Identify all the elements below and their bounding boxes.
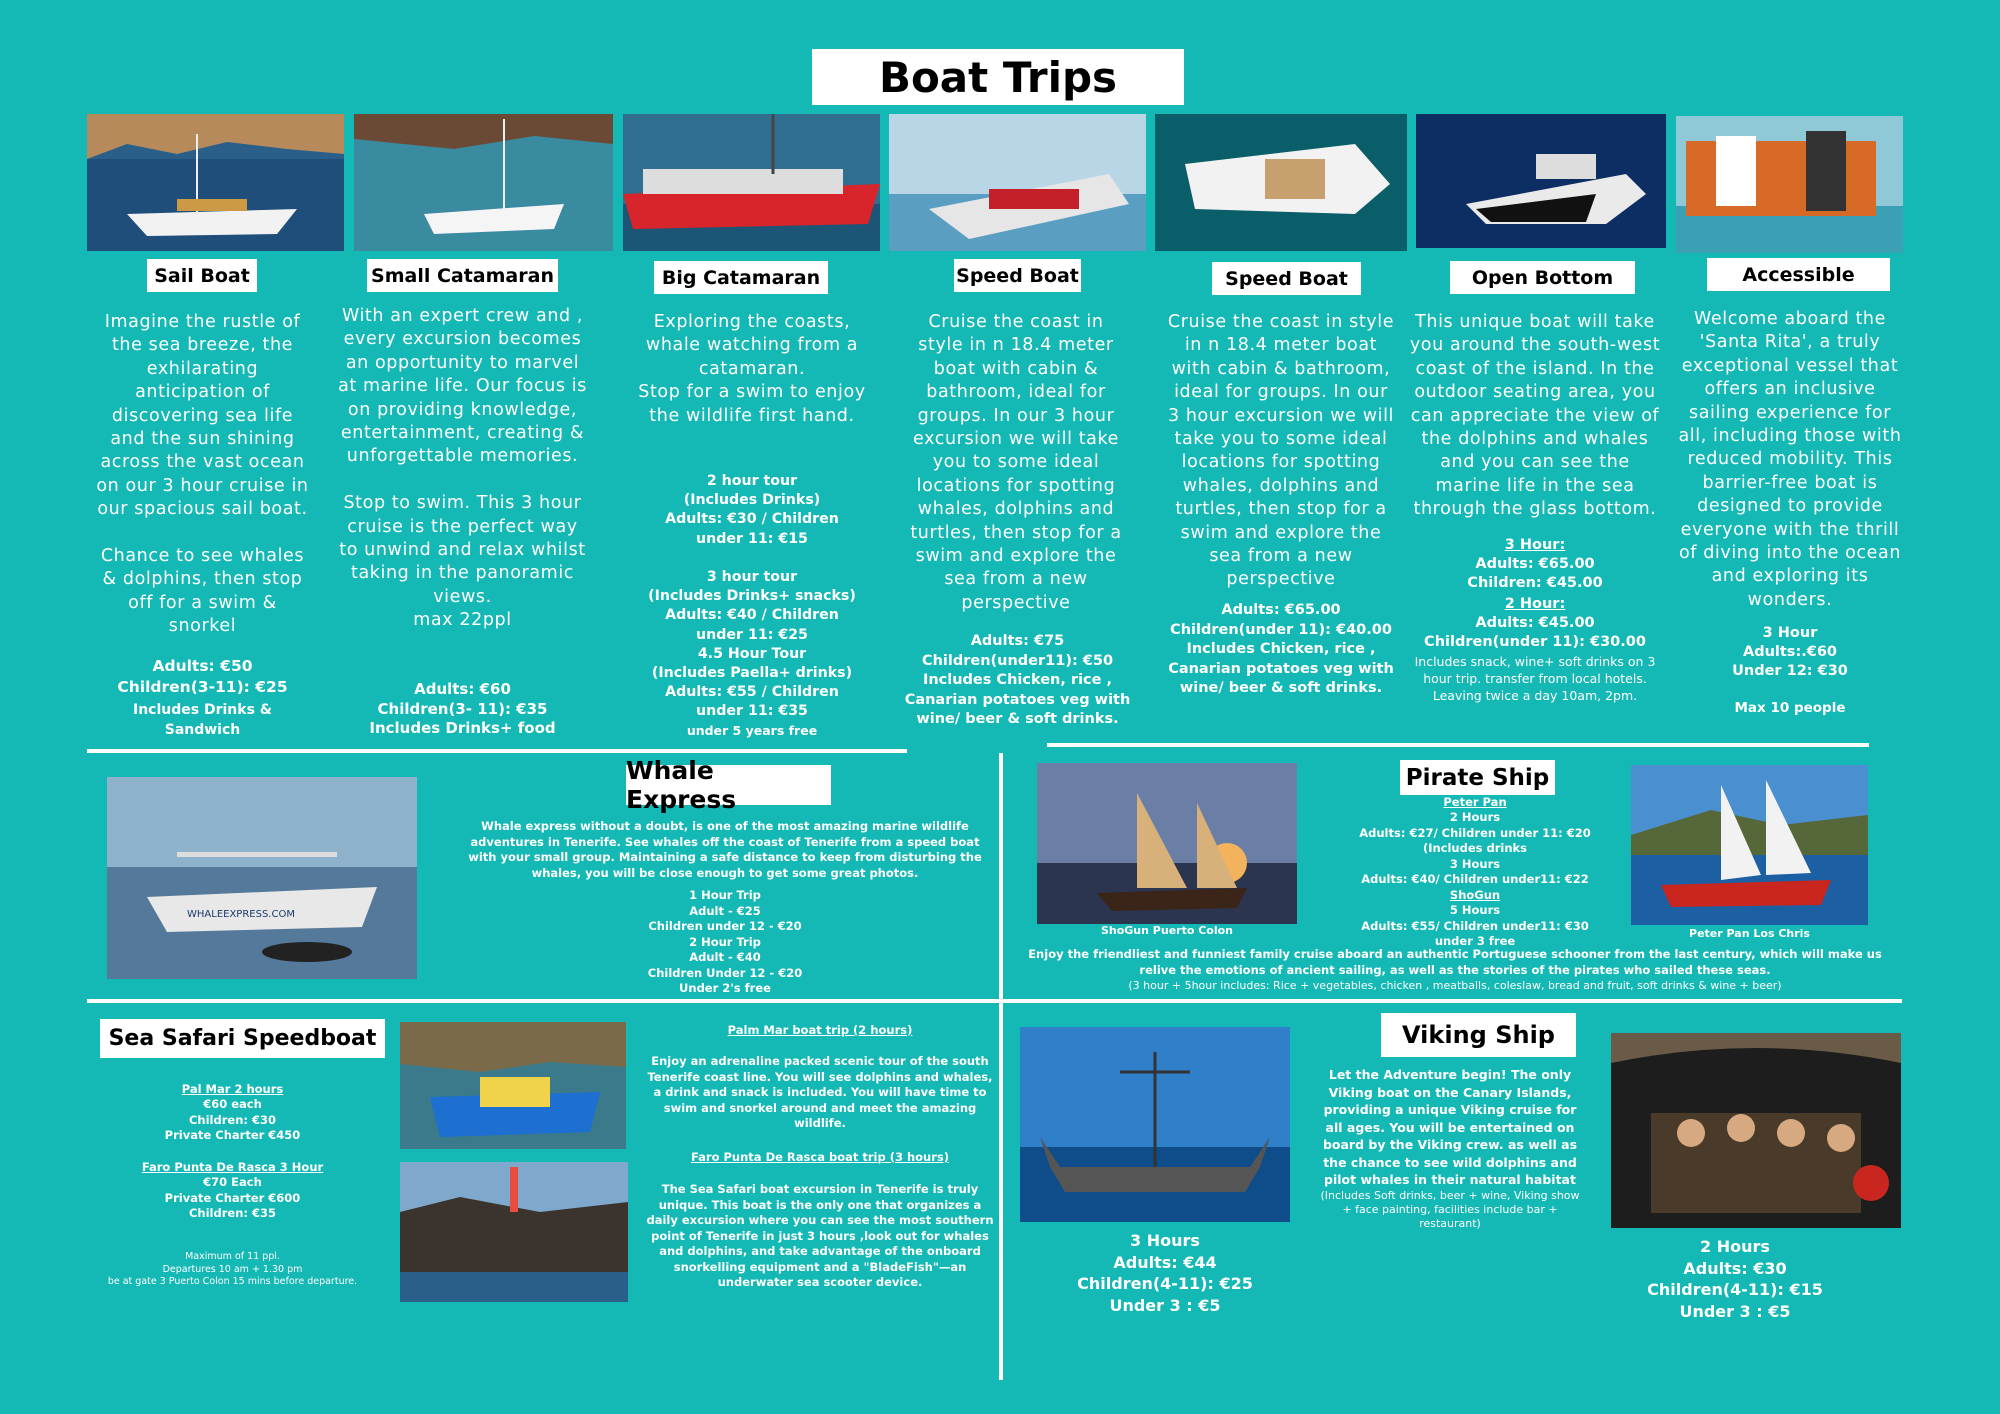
open-bottom-3hour-heading: 3 Hour: <box>1504 537 1566 553</box>
sea-safari-photo-2 <box>400 1162 628 1302</box>
trip-name-big-catamaran: Big Catamaran <box>654 261 828 294</box>
trip-name-open-bottom: Open Bottom <box>1450 261 1635 294</box>
open-bottom-photo <box>1416 114 1666 248</box>
trip-name-small-catamaran: Small Catamaran <box>367 259 558 292</box>
pirate-ship-footer: Enjoy the friendliest and funniest family cruise aboard an authentic Portuguese schooner from the last century, which will make us relive the emotions of ancient sailing, as well as the stories of the pirates who sailed these seas. <box>1028 947 1882 977</box>
accessible-max: Max 10 people <box>1734 700 1846 716</box>
peter-pan-heading: Peter Pan <box>1443 795 1507 809</box>
pal-mar-prices: €60 each Children: €30 Private Charter €450 <box>164 1097 301 1142</box>
open-bottom-3hour-prices: Adults: €65.00 Children: €45.00 <box>1467 556 1603 591</box>
sea-safari-note: Maximum of 11 ppl. Departures 10 am + 1.30 pm be at gate 3 Puerto Colon 15 mins before departure. <box>107 1251 358 1287</box>
speed-boat-aerial-photo <box>1155 114 1407 251</box>
pirate-ship-includes: (3 hour + 5hour includes: Rice + vegetables, chicken , meatballs, coleslaw, bread and fruit, soft drinks & wine + beer) <box>1128 979 1782 992</box>
peter-pan-caption: Peter Pan Los Chris <box>1689 927 1810 940</box>
open-bottom-2hour-heading: 2 Hour: <box>1504 596 1566 612</box>
viking-ship-photo <box>1020 1027 1290 1222</box>
pal-mar-heading: Pal Mar 2 hours <box>181 1082 284 1096</box>
speed-boat-description: Cruise the coast in style in n 18.4 meter boat with cabin & bathroom, ideal for groups. In our 3 hour excursion we will take you to some ideal locations for spotting whales, dolphins and turtles, then stop for a swim and explore the sea from a new perspective <box>910 312 1122 613</box>
accessible-prices: 3 Hour Adults:.€60 Under 12: €30 <box>1732 625 1848 679</box>
peter-pan-ship-photo <box>1631 765 1868 925</box>
small-catamaran-description: With an expert crew and , every excursion becomes an opportunity to marvel at marine life. Our focus is on providing knowledge, entertainment, creating & unforgettable memories. Stop to swim. This 3 hour cruise is the perfect way to unwind and relax whilst taking in the panoramic views. max 22ppl <box>338 306 587 631</box>
whale-express-prices: 1 Hour Trip Adult - €25 Children under 12 - €20 2 Hour Trip Adult - €40 Children Under 12 - €20 Under 2's free <box>647 888 803 995</box>
accessible-boat-photo <box>1676 116 1903 253</box>
viking-2hour-prices: 2 Hours Adults: €30 Children(4-11): €15 Under 3 : €5 <box>1647 1237 1823 1321</box>
faro-heading: Faro Punta De Rasca 3 Hour <box>141 1160 324 1174</box>
viking-3hour-prices: 3 Hours Adults: €44 Children(4-11): €25 Under 3 : €5 <box>1077 1231 1253 1315</box>
speed-boat-prices: Adults: €75 Children(under11): €50 Includes Chicken, rice , Canarian potatoes veg with wine/ beer & soft drinks. <box>904 633 1131 727</box>
trip-name-accessible: Accessible <box>1707 258 1890 291</box>
peter-pan-prices: 2 Hours Adults: €27/ Children under 11: €20 (Includes drinks 3 Hours Adults: €40/ Children under11: €22 <box>1359 810 1591 886</box>
viking-description: Let the Adventure begin! The only Viking boat on the Canary Islands, providing a unique Viking cruise for all ages. You will be entertained on board by the Viking crew. as well as the chance to see wild dolphins and pilot whales in their natural habitat <box>1322 1067 1578 1187</box>
shogun-caption: ShoGun Puerto Colon <box>1100 924 1234 937</box>
faro-prices: €70 Each Private Charter €600 Children: €35 <box>164 1175 301 1220</box>
trip-name-speed-boat: Speed Boat <box>954 259 1081 292</box>
sail-boat-description: Imagine the rustle of the sea breeze, the exhilarating anticipation of discovering sea life and the sun shining across the vast ocean on our 3 hour cruise in our spacious sail boat. Chance to see whales & dolphins, then stop off for a swim & snorkel <box>96 312 309 637</box>
viking-includes: (Includes Soft drinks, beer + wine, Viking show + face painting, facilities include bar + restaurant) <box>1320 1189 1580 1230</box>
divider-middle <box>87 999 1902 1003</box>
divider-top-left <box>87 749 907 753</box>
sail-boat-includes: Includes Drinks & Sandwich <box>133 702 272 738</box>
divider-vertical <box>999 753 1003 1380</box>
page-title: Boat Trips <box>812 49 1184 105</box>
sea-safari-photo-1 <box>400 1022 626 1149</box>
palm-mar-trip-description: Enjoy an adrenaline packed scenic tour of the south Tenerife coast line. You will see dolphins and whales, a drink and snack is included. You will have time to swim and snorkel around and meet the amazing wildlife. <box>647 1054 993 1130</box>
big-catamaran-photo <box>623 114 880 251</box>
whale-express-description: Whale express without a doubt, is one of the most amazing marine wildlife adventures in Tenerife. See whales off the coast of Tenerife from a speed boat with your small group. Maintaining a safe distance to keep from disturbing the whales, you will be close enough to get some great photos. <box>468 819 982 880</box>
trip-name-sail-boat: Sail Boat <box>147 259 257 292</box>
speed-boat-2-prices: Adults: €65.00 Children(under 11): €40.00 Includes Chicken, rice , Canarian potatoes veg with wine/ beer & soft drinks. <box>1168 602 1394 696</box>
viking-crew-photo <box>1611 1033 1901 1228</box>
shogun-prices: 5 Hours Adults: €55/ Children under11: €30 under 3 free <box>1361 903 1589 948</box>
speed-boat-photo <box>889 114 1146 251</box>
open-bottom-note: Includes snack, wine+ soft drinks on 3 hour trip. transfer from local hotels. Leaving twice a day 10am, 2pm. <box>1414 654 1656 703</box>
big-catamaran-prices: 2 hour tour (Includes Drinks) Adults: €30 / Children under 11: €15 3 hour tour (Includes Drinks+ snacks) Adults: €40 / Children under 11: €25 4.5 Hour Tour (Includes Paella+ drinks) Adults: €55 / Children under 11: €35 <box>648 473 856 720</box>
sail-boat-photo <box>87 114 344 251</box>
faro-trip-description: The Sea Safari boat excursion in Tenerife is truly unique. This boat is the only one that organizes a daily excursion where you can see the most southern point of Tenerife in just 3 hours ,look out for whales and dolphins, and take advantage of the onboard snorkelling equipment and a "BladeFish"—an underwater sea scooter device. <box>646 1182 994 1289</box>
big-catamaran-under5: under 5 years free <box>686 723 818 738</box>
whale-express-title: Whale Express <box>626 765 831 805</box>
sea-safari-title: Sea Safari Speedboat <box>100 1019 385 1058</box>
big-catamaran-description: Exploring the coasts, whale watching from a catamaran. Stop for a swim to enjoy the wildlife first hand. <box>638 312 866 426</box>
open-bottom-description: This unique boat will take you around the south-west coast of the island. In the outdoor seating area, you can appreciate the view of the dolphins and whales and you can see the marine life in the sea through the glass bottom. <box>1409 312 1661 520</box>
whale-express-photo <box>107 777 417 979</box>
palm-mar-trip-title: Palm Mar boat trip (2 hours) <box>727 1023 913 1037</box>
svg-text:WHALEEXPRESS.COM: WHALEEXPRESS.COM <box>187 909 295 920</box>
sail-boat-prices: Adults: €50 Children(3-11): €25 <box>117 657 288 696</box>
divider-top-right <box>1047 743 1869 747</box>
speed-boat-2-description: Cruise the coast in style in n 18.4 meter boat with cabin & bathroom, ideal for groups. In our 3 hour excursion we will take you to some ideal locations for spotting whales, dolphins and turtles, then stop for a swim and explore the sea from a new perspective <box>1167 312 1395 590</box>
small-catamaran-prices: Adults: €60 Children(3- 11): €35 Includes Drinks+ food <box>369 680 556 737</box>
faro-trip-title: Faro Punta De Rasca boat trip (3 hours) <box>690 1150 950 1164</box>
open-bottom-2hour-prices: Adults: €45.00 Children(under 11): €30.00 <box>1424 615 1646 650</box>
small-catamaran-photo <box>354 114 613 251</box>
accessible-description: Welcome aboard the 'Santa Rita', a truly exceptional vessel that offers an inclusive sailing experience for all, including those with reduced mobility. This barrier-free boat is designed to provide everyone with the thrill of diving into the ocean and exploring its wonders. <box>1678 309 1902 610</box>
shogun-ship-photo <box>1037 763 1297 924</box>
shogun-heading: ShoGun <box>1449 888 1501 902</box>
trip-name-speed-boat-2: Speed Boat <box>1212 262 1361 295</box>
pirate-ship-title: Pirate Ship <box>1400 760 1555 795</box>
viking-ship-title: Viking Ship <box>1381 1013 1576 1057</box>
